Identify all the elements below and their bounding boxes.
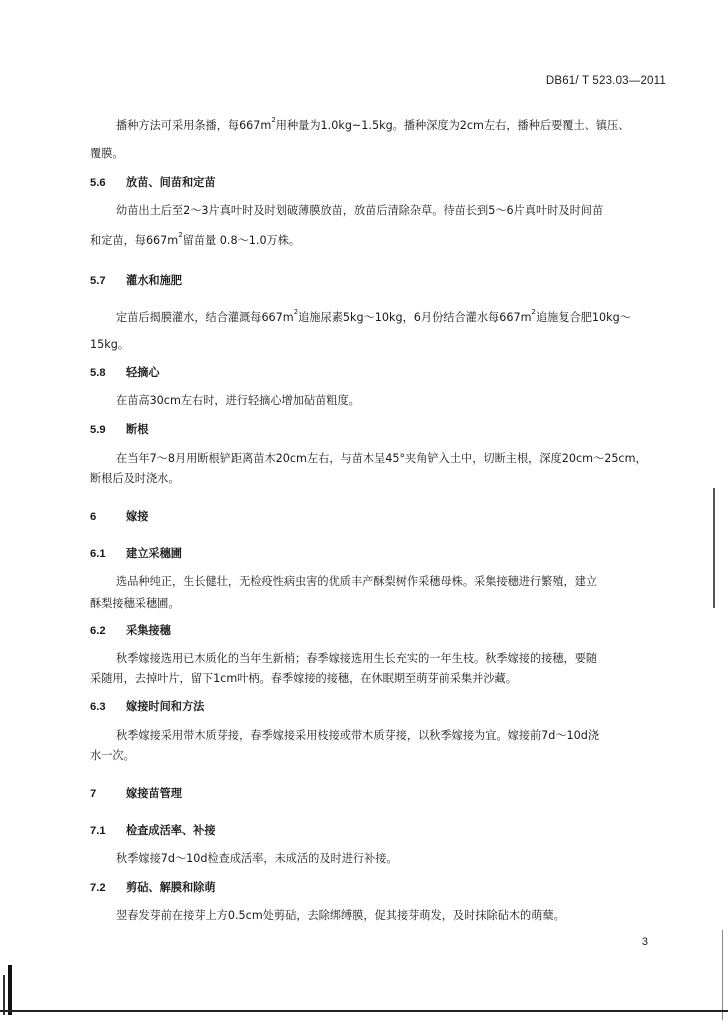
section-number: 7.1 <box>90 825 106 837</box>
section-title: 轻摘心 <box>126 366 160 379</box>
scan-edge-mark <box>722 930 723 1020</box>
section-title: 嫁接苗管理 <box>126 787 182 800</box>
paragraph-line: 在苗高30cm左右时，进行轻摘心增加砧苗粗度。 <box>116 394 360 407</box>
scan-edge-mark <box>713 488 715 608</box>
section-title: 剪砧、解膜和除萌 <box>126 881 216 894</box>
text-span: 留苗量 0.8～1.0万株。 <box>182 234 301 247</box>
section-heading-6 <box>90 509 670 525</box>
section-heading-7-1 <box>90 823 670 839</box>
section-heading-6-2 <box>90 623 670 639</box>
section-title: 检查成活率、补接 <box>126 824 216 837</box>
section-number: 6.3 <box>90 701 106 713</box>
section-heading-5-8 <box>90 365 670 381</box>
section-number: 5.6 <box>90 177 106 189</box>
section-title: 嫁接时间和方法 <box>126 700 205 713</box>
section-title: 嫁接 <box>126 510 149 523</box>
paragraph-line: 在当年7～8月用断根铲距离苗木20cm左右，与苗木呈45°夹角铲入土中，切断主根，深度20cm～25cm， <box>116 452 647 465</box>
paragraph-line <box>116 118 696 135</box>
paragraph-line: 秋季嫁接选用已木质化的当年生新梢；春季嫁接选用生长充实的一年生枝。秋季嫁接的接穗，要随 <box>116 652 598 665</box>
paragraph-line: 酥梨接穗采穗圃。 <box>90 597 180 610</box>
scan-edge-mark <box>8 965 12 1015</box>
section-title: 灌水和施肥 <box>126 274 182 287</box>
section-heading-6-3 <box>90 699 670 715</box>
paragraph-line: 秋季嫁接7d～10d检查成活率，未成活的及时进行补接。 <box>116 852 398 865</box>
section-title: 放苗、间苗和定苗 <box>126 176 216 189</box>
text-span: 定苗后揭膜灌水，结合灌溉每667m <box>116 311 294 324</box>
paragraph-line <box>116 310 696 327</box>
paragraph-line: 覆膜。 <box>90 147 124 160</box>
paragraph-line: 水一次。 <box>90 749 135 762</box>
section-heading-7-2 <box>90 880 670 896</box>
section-number: 5.9 <box>90 424 106 436</box>
section-number: 5.7 <box>90 275 106 287</box>
section-heading-7 <box>90 786 670 802</box>
section-heading-5-9 <box>90 422 670 438</box>
scan-edge-line <box>0 1010 728 1012</box>
page-number: 3 <box>641 936 648 948</box>
superscript: 2 <box>531 308 536 316</box>
section-number: 6.1 <box>90 548 106 560</box>
paragraph-line: 采随用，去掉叶片，留下1cm叶柄。春季嫁接的接穗，在休眠期至萌芽前采集并沙藏。 <box>90 672 517 685</box>
text-span: 用种量为1.0kg~1.5kg。播种深度为2cm左右，播种后要覆土、镇压、 <box>275 119 630 132</box>
section-number: 6.2 <box>90 625 106 637</box>
section-heading-5-7 <box>90 273 670 289</box>
standard-code-header: DB61/ T 523.03—2011 <box>545 75 666 87</box>
section-title: 断根 <box>126 423 149 436</box>
section-number: 6 <box>90 511 97 523</box>
text-span: 追施尿素5kg～10kg，6月份结合灌水每667m <box>298 311 532 324</box>
superscript: 2 <box>178 231 183 239</box>
section-number: 7.2 <box>90 882 106 894</box>
paragraph-line: 15kg。 <box>90 338 130 351</box>
paragraph-line: 秋季嫁接采用带木质芽接，春季嫁接采用枝接或带木质芽接，以秋季嫁接为宜。嫁接前7d～10d浇 <box>116 729 600 742</box>
section-number: 7 <box>90 788 97 800</box>
paragraph-line: 选品种纯正，生长健壮，无检疫性病虫害的优质丰产酥梨树作采穗母株。采集接穗进行繁殖，建立 <box>116 575 598 588</box>
text-span: 追施复合肥10kg～ <box>535 311 631 324</box>
paragraph-line: 断根后及时浇水。 <box>90 472 180 485</box>
text-span: 播种方法可采用条播，每667m <box>116 119 272 132</box>
paragraph-line: 幼苗出土后至2～3片真叶时及时划破薄膜放苗，放苗后清除杂草。待苗长到5～6片真叶时及时间苗 <box>116 204 604 217</box>
superscript: 2 <box>271 116 276 124</box>
section-heading-6-1 <box>90 546 670 562</box>
text-span: 和定苗，每667m <box>90 234 179 247</box>
section-title: 采集接穗 <box>126 624 171 637</box>
paragraph-line <box>90 233 670 250</box>
paragraph-line: 翌春发芽前在接芽上方0.5cm处剪砧，去除绑缚膜，促其接芽萌发，及时抹除砧木的萌蘖。 <box>116 909 565 922</box>
scan-edge-mark <box>3 975 5 1015</box>
superscript: 2 <box>293 308 299 316</box>
section-number: 5.8 <box>90 367 106 379</box>
section-title: 建立采穗圃 <box>126 547 182 560</box>
section-heading-5-6 <box>90 175 670 191</box>
